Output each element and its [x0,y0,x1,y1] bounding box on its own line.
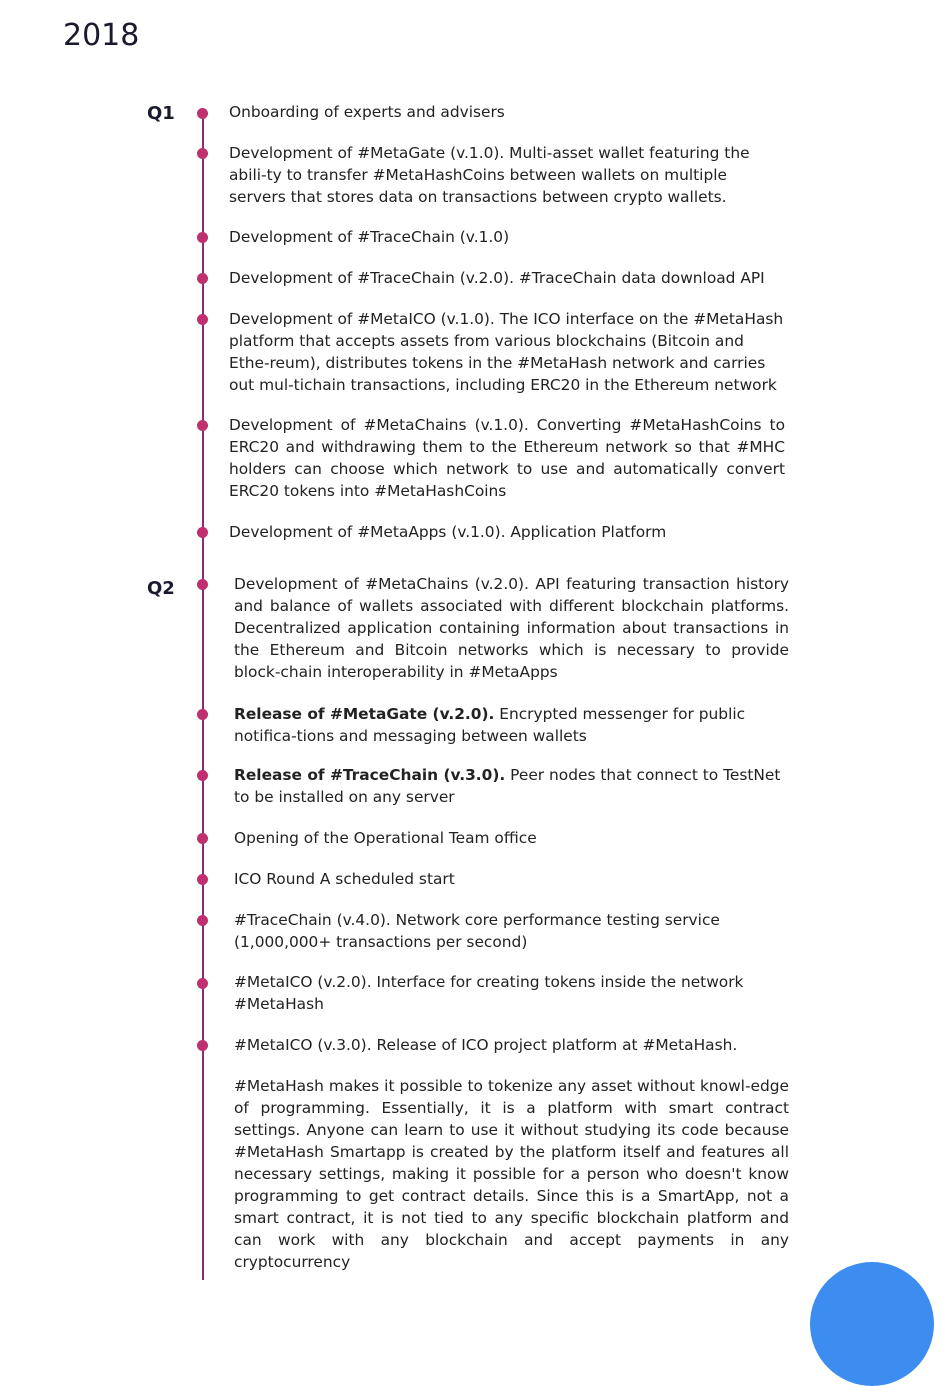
timeline-item: Onboarding of experts and advisers [229,103,505,121]
timeline-dot [197,770,208,781]
item-title: Release of #TraceChain (v.3.0). [234,766,506,784]
timeline-line [202,112,204,1280]
timeline-item: #MetaICO (v.3.0). Release of ICO project platform at #MetaHash. [234,1036,738,1054]
timeline-dot [197,1040,208,1051]
timeline-item: Development of #MetaApps (v.1.0). Application Platform [229,523,667,541]
timeline-item: Opening of the Operational Team office [234,829,537,847]
timeline-dot [197,833,208,844]
quarter-label-q2: Q2 [147,578,175,599]
timeline-paragraph: #MetaHash makes it possible to tokenize any asset without knowl-edge of programming. Essentially, it is a platform with smart contract settings. Anyone can learn to use it without studying its code because #MetaHash Smartapp is created by the platform itself and features all necessary settings, making it possible for a person who doesn't know programming to get contract details. Since this is a SmartApp, not a smart contract, it is not tied to any specific blockchain platform and can work with any blockchain and accept payments in any cryptocurrency [234,1077,789,1271]
year-heading: 2018 [63,18,140,53]
timeline-dot [197,527,208,538]
timeline-item [234,764,789,808]
timeline-item: #MetaICO (v.2.0). Interface for creating tokens inside the network #MetaHash [234,973,744,1013]
floating-action-button[interactable] [810,1262,934,1386]
timeline-dot [197,148,208,159]
timeline-dot [197,314,208,325]
timeline-item: Development of #TraceChain (v.1.0) [229,228,510,246]
timeline-dot [197,420,208,431]
timeline-dot [197,273,208,284]
timeline-item: ICO Round A scheduled start [234,870,455,888]
item-description: Peer nodes that connect to TestNet to be installed on any server [234,766,781,806]
timeline-dot [197,709,208,720]
timeline-item: Development of #MetaChains (v.1.0). Converting #MetaHashCoins to ERC20 and withdrawing them to the Ethereum network so that #MHC holders can choose which network to use and automatically convert ERC20 tokens into #MetaHashCoins [229,416,785,500]
timeline-item: #TraceChain (v.4.0). Network core performance testing service (1,000,000+ transactions per second) [234,911,720,951]
item-description: Encrypted messenger for public notifica-tions and messaging between wallets [234,705,746,745]
timeline-dot [197,579,208,590]
timeline-dot [197,915,208,926]
timeline-dot [197,978,208,989]
timeline-dot [197,874,208,885]
quarter-label-q1: Q1 [147,103,175,124]
item-title: Release of #MetaGate (v.2.0). [234,705,495,723]
timeline-dot [197,232,208,243]
timeline-item [234,703,789,747]
timeline-item: Development of #MetaICO (v.1.0). The ICO interface on the #MetaHash platform that accepts assets from various blockchains (Bitcoin and Ethe-reum), distributes tokens in the #MetaHash network and carries out mul-tichain transactions, including ERC20 in the Ethereum network [229,310,784,394]
timeline-item: Development of #TraceChain (v.2.0). #TraceChain data download API [229,269,765,287]
timeline-dot [197,108,208,119]
timeline-item: Development of #MetaChains (v.2.0). API featuring transaction history and balance of wallets associated with different blockchain platforms. Decentralized application containing information about transactions in the Ethereum and Bitcoin networks which is necessary to provide block-chain interoperability in #MetaApps [234,575,789,681]
timeline-item: Development of #MetaGate (v.1.0). Multi-asset wallet featuring the abili-ty to transfer #MetaHashCoins between wallets on multiple servers that stores data on transactions between crypto wallets. [229,144,750,206]
